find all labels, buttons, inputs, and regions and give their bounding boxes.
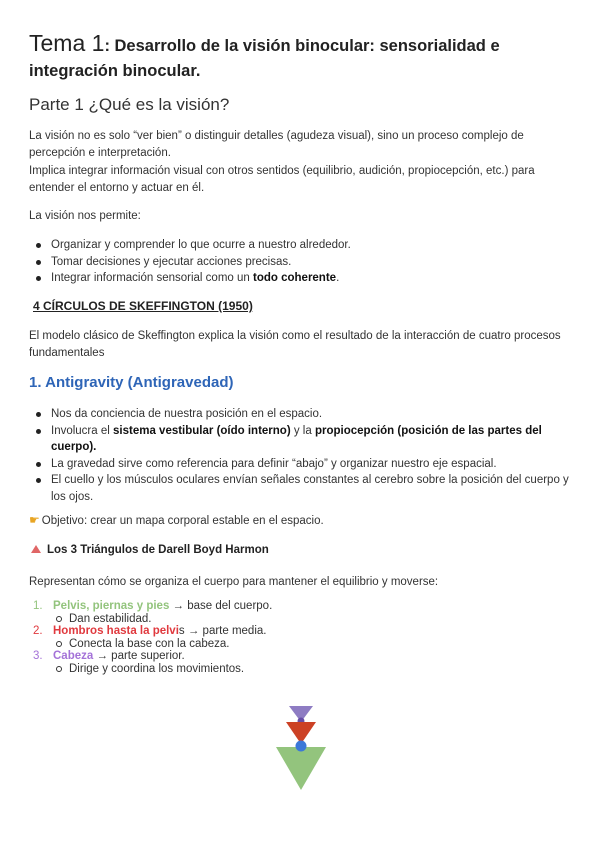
triangles-intro: Representan cómo se organiza el cuerpo para mantener el equilibrio y moverse:: [29, 576, 439, 588]
sub-list-item: Dirige y coordina los movimientos.: [29, 663, 574, 676]
harmon-triangles-diagram: [270, 700, 332, 795]
title-prefix: Tema 1: [29, 30, 105, 56]
list-number: 3.: [33, 650, 43, 662]
list-item-text: Involucra el: [51, 424, 114, 437]
list-item-text: Integrar información sensorial como un: [51, 272, 253, 284]
list-item-text: → parte media.: [184, 625, 267, 637]
list-item-text: → parte superior.: [93, 650, 185, 662]
list-number: 1.: [33, 600, 43, 612]
list-item: [29, 423, 574, 456]
list-item-bold: propiocepción (posición de las partes del cuerpo).: [51, 424, 542, 453]
vision-allows-list: [29, 237, 574, 287]
objective-line: [29, 513, 324, 527]
part1-heading: Parte 1 ¿Qué es la visión?: [29, 95, 230, 114]
list-item: Nos da conciencia de nuestra posición en el espacio.: [29, 406, 574, 423]
triangles-heading-text: Los 3 Triángulos de Darell Boyd Harmon: [47, 544, 269, 556]
triangle-middle-label: Hombros hasta la pelvi: [53, 625, 179, 637]
list-item-text: y la: [290, 424, 315, 437]
triangle-base-label: Pelvis, piernas y pies: [53, 600, 170, 612]
base-triangle: [276, 747, 326, 790]
title-rest: : Desarrollo de la visión binocular: sensorialidad e integración binocular.: [29, 37, 500, 80]
list-item: Organizar y comprender lo que ocurre a nuestro alrededor.: [29, 237, 574, 254]
pointing-hand-icon: ☛: [29, 513, 40, 527]
triangles-heading: [31, 544, 269, 556]
list-item-text: s: [178, 625, 185, 637]
part1-paragraph-2: Implica integrar información visual con otros sentidos (equilibrio, audición, propiocepción, etc.) para entender el entorno y actuar en él.: [29, 165, 535, 194]
list-item: [29, 600, 574, 613]
antigravity-heading: 1. Antigravity (Antigravedad): [29, 374, 234, 391]
sub-list-item: Conecta la base con la cabeza.: [29, 638, 574, 651]
part1-paragraph-3: La visión nos permite:: [29, 210, 141, 222]
triangles-list: [29, 600, 574, 675]
triangle-icon: [31, 545, 41, 553]
triangle-head-label: Cabeza: [53, 650, 94, 662]
list-item-text: → base del cuerpo.: [169, 600, 273, 612]
list-item: [29, 625, 574, 638]
list-item: La gravedad sirve como referencia para definir “abajo” y organizar nuestro eje espacial.: [29, 456, 574, 473]
document-title: [29, 31, 574, 84]
list-item-bold: todo coherente: [253, 272, 337, 284]
skeffington-intro: El modelo clásico de Skeffington explica la visión como el resultado de la interacción de cuatro procesos fundamentales: [29, 330, 561, 359]
pelvis-joint: [296, 741, 307, 752]
list-item-text: .: [336, 272, 340, 284]
skeffington-heading: 4 CÍRCULOS DE SKEFFINGTON (1950): [33, 299, 253, 313]
list-item-bold: sistema vestibular (oído interno): [113, 424, 291, 437]
antigravity-list: [29, 406, 574, 505]
list-number: 2.: [33, 625, 43, 637]
objective-text: Objetivo: crear un mapa corporal estable en el espacio.: [41, 515, 324, 527]
list-item: Tomar decisiones y ejecutar acciones precisas.: [29, 254, 574, 271]
list-item: [29, 650, 574, 663]
part1-paragraph-1: La visión no es solo “ver bien” o distinguir detalles (agudeza visual), sino un proceso complejo de percepción e interpretación.: [29, 130, 524, 159]
sub-list-item: Dan estabilidad.: [29, 613, 574, 626]
list-item: El cuello y los músculos oculares envían señales constantes al cerebro sobre la posición del cuerpo y los ojos.: [29, 472, 574, 505]
list-item: [29, 270, 574, 287]
